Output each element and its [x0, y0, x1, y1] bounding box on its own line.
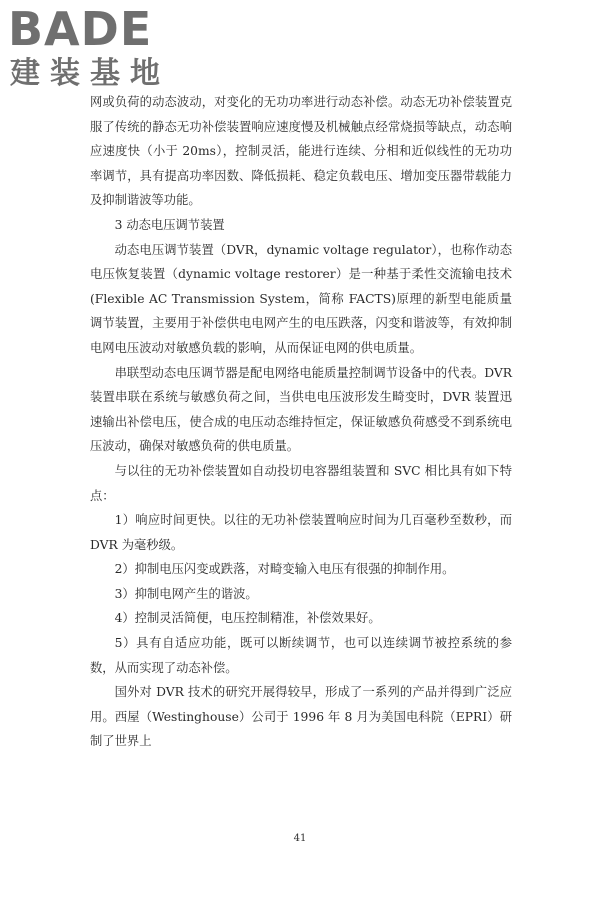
- list-item-5: 5）具有自适应功能，既可以断续调节，也可以连续调节被控系统的参数，从而实现了动态补偿。: [90, 636, 512, 675]
- document-body: [90, 90, 512, 754]
- list-item-2: 2）抑制电压闪变或跌落，对畸变输入电压有很强的抑制作用。: [114, 562, 455, 577]
- paragraph-dvr-definition: 动态电压调节装置（DVR，dynamic voltage regulator），也称作动态电压恢复装置（dynamic voltage restorer）是一种基于柔性交流输电技术(Flexible AC Transmission System，简称 FACTS)原理的新型电能质量调节装置，主要用于补偿供电电网产生的电压跌落，闪变和谐波等，有效抑制电网电压波动对敏感负载的影响，从而保证电网的供电质量。: [90, 242, 512, 355]
- logo-wordmark: BADE: [8, 2, 153, 56]
- page-number: 41: [293, 833, 307, 844]
- logo-subtitle: 建装基地: [10, 56, 170, 91]
- bade-logo: [8, 4, 178, 96]
- paragraph-features-intro: 与以往的无功补偿装置如自动投切电容器组装置和 SVC 相比具有如下特点：: [90, 463, 512, 503]
- paragraph-continuation: 网或负荷的动态波动，对变化的无功功率进行动态补偿。动态无功补偿装置克服了传统的静态无功补偿装置响应速度慢及机械触点经常烧损等缺点，动态响应速度快（小于 20ms），控制灵活，能进行连续、分相和近似线性的无功功率调节，具有提高功率因数、降低损耗、稳定负载电压、增加变压器带载能力及抑制谐波等功能。: [90, 95, 512, 208]
- list-item-4: 4）控制灵活简便，电压控制精准，补偿效果好。: [114, 611, 381, 626]
- section-heading: 3 动态电压调节装置: [114, 217, 225, 232]
- list-item-1: 1）响应时间更快。以往的无功补偿装置响应时间为几百毫秒至数秒，而 DVR 为毫秒级。: [90, 513, 512, 552]
- paragraph-foreign-research: 国外对 DVR 技术的研究开展得较早，形成了一系列的产品并得到广泛应用。西屋（Westinghouse）公司于 1996 年 8 月为美国电科院（EPRI）研制了世界上: [90, 685, 512, 749]
- paragraph-series-dvr: 串联型动态电压调节器是配电网络电能质量控制调节设备中的代表。DVR 装置串联在系统与敏感负荷之间，当供电电压波形发生畸变时，DVR 装置迅速输出补偿电压，使合成的电压动态维持恒定，保证敏感负荷感受不到系统电压波动，确保对敏感负荷的供电质量。: [90, 365, 512, 454]
- list-item-3: 3）抑制电网产生的谐波。: [114, 586, 258, 601]
